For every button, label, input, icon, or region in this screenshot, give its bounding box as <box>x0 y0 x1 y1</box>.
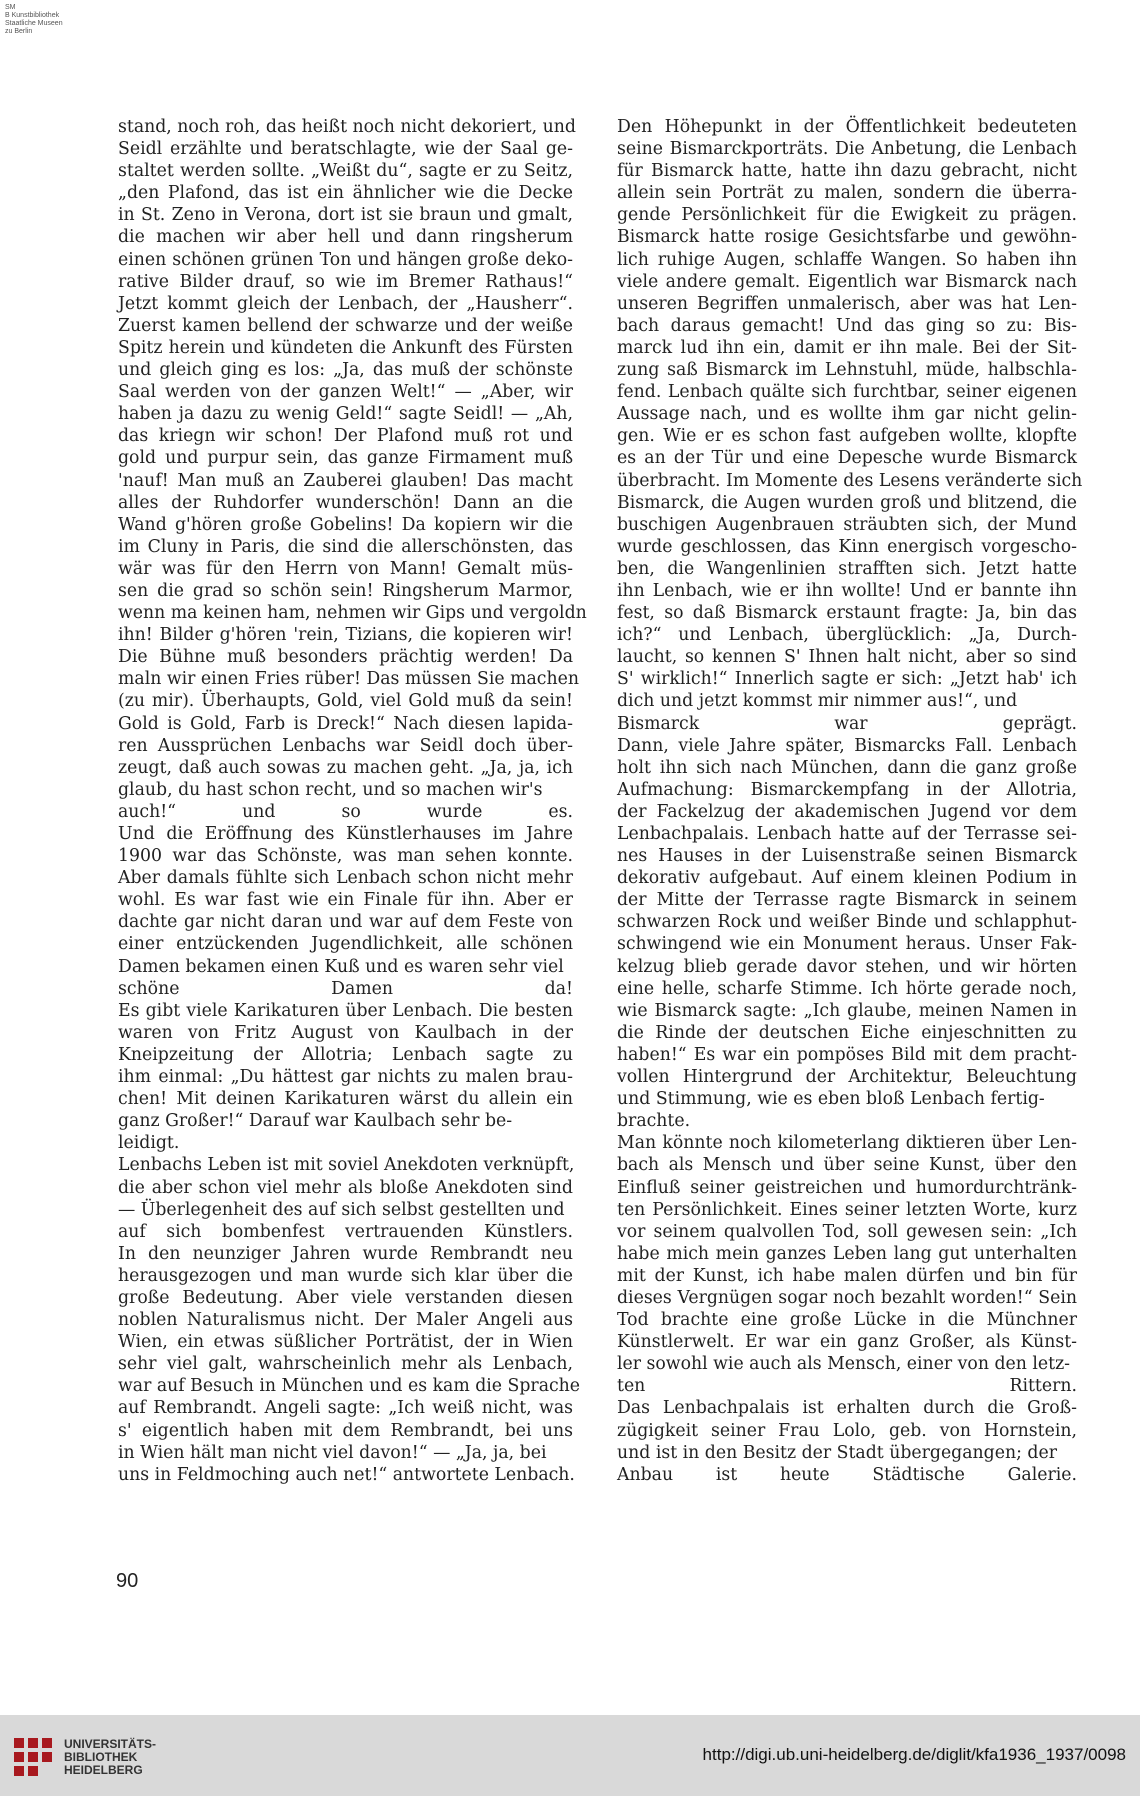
library-stamp <box>5 4 63 36</box>
text-line: und ist in den Besitz der Stadt übergegangen; der <box>617 1442 1057 1463</box>
text-line: Lenbachpalais. Lenbach hatte auf der Terrasse sei- <box>617 824 1077 844</box>
stamp-line: B Kunstbibliothek <box>5 12 60 19</box>
text-line: s' eigentlich haben mit dem Rembrandt, bei uns <box>118 1420 573 1441</box>
text-line: leidigt. <box>118 1133 180 1154</box>
text-line: S' wirklich!“ Innerlich sagte er sich: „Jetzt hab' ich <box>617 669 1077 690</box>
text-line: das kriegn wir schon! Der Plafond muß rot und <box>118 426 573 447</box>
text-line: Anbau ist heute Städtische Galerie. <box>617 1464 1077 1485</box>
text-line: Die Bühne muß besonders prächtig werden! Da <box>118 647 573 668</box>
text-line: brachte. <box>617 1111 691 1132</box>
stamp-line: SM <box>5 4 16 11</box>
text-line: die aber schon viel mehr als bloße Anekdoten sind <box>118 1177 573 1198</box>
text-line: habe mich mein ganzes Leben lang gut unterhalten <box>617 1243 1077 1264</box>
text-line: Künstlerwelt. Er war ein ganz Großer, als Künst- <box>617 1332 1077 1353</box>
text-line: kelzug blieb gerade davor stehen, und wir hörten <box>617 956 1077 977</box>
text-line: dieses Vergnügen sogar noch bezahlt worden!“ Sein <box>617 1287 1077 1308</box>
library-logo-icon <box>14 1738 52 1776</box>
text-line: die Rinde der deutschen Eiche einjeschnitten zu <box>617 1022 1077 1043</box>
text-line: herausgezogen und man wurde sich klar über die <box>118 1265 573 1286</box>
text-line: wurde geschlossen, das Kinn energisch vorgescho- <box>617 536 1077 557</box>
text-line: „den Plafond, das ist ein ähnlicher wie die Decke <box>118 183 573 204</box>
text-line: haben!“ Es war ein pompöses Bild mit dem pracht- <box>617 1044 1077 1065</box>
text-line: staltet werden sollte. „Weißt du“, sagte er zu Seitz, <box>118 161 573 182</box>
text-line: überbracht. Im Momente des Lesens veränderte sich <box>617 470 1083 491</box>
text-line: sehr viel galt, wahrscheinlich mehr als Lenbach, <box>118 1354 573 1375</box>
text-line: marck lud ihn ein, damit er ihn male. Bei der Sit- <box>617 337 1077 358</box>
text-line: schwarzen Rock und weißer Binde und schlapphut- <box>617 912 1077 933</box>
text-line: in Wien hält man nicht viel davon!“ — „Ja, ja, bei <box>118 1442 547 1463</box>
text-line: Damen bekamen einen Kuß und es waren sehr viel <box>118 956 564 977</box>
left-text-column <box>118 116 587 1486</box>
text-line: glaub, du hast schon recht, und so machen wir's <box>118 779 543 800</box>
text-line: gold und purpur sein, das ganze Firmament muß <box>118 448 573 469</box>
text-line: zeugt, daß auch sowas zu machen geht. „Ja, ja, ich <box>118 757 573 778</box>
text-line: mit der Kunst, ich habe malen dürfen und bin für <box>617 1265 1077 1286</box>
text-line: und Stimmung, wie es eben bloß Lenbach fertig- <box>617 1089 1045 1110</box>
text-line: wenn ma keinen ham, nehmen wir Gips und vergoldn <box>118 603 587 624</box>
institution-line: UNIVERSITÄTS- <box>64 1737 157 1751</box>
page-number: 90 <box>116 1570 139 1592</box>
text-line: — Überlegenheit des auf sich selbst gestellten und <box>118 1199 565 1220</box>
text-line: Aussage nach, und es wollte ihm gar nicht gelin- <box>617 404 1077 425</box>
text-line: unseren Begriffen unmalerisch, aber was hat Len- <box>617 293 1077 314</box>
text-line: ten Persönlichkeit. Eines seiner letzten Worte, kurz <box>617 1199 1077 1220</box>
institution-name <box>64 1738 156 1777</box>
text-line: ben, die Wangenlinien strafften sich. Jetzt hatte <box>617 558 1077 579</box>
text-line: und gleich ging es los: „Ja, das muß der schönste <box>118 360 573 381</box>
text-line: Bismarck, die Augen wurden groß und blitzend, die <box>617 492 1077 513</box>
text-line: ren Aussprüchen Lenbachs war Seidl doch über- <box>118 735 573 756</box>
text-line: war auf Besuch in München und es kam die Sprache <box>118 1376 581 1397</box>
text-line: chen! Mit deinen Karikaturen wärst du allein ein <box>118 1089 573 1110</box>
text-line: Einfluß seiner geistreichen und humordurchtränk- <box>617 1177 1077 1198</box>
text-line: lich ruhige Augen, schlaffe Wangen. So haben ihn <box>617 249 1077 270</box>
text-line: Aber damals fühlte sich Lenbach schon nicht mehr <box>118 868 573 889</box>
text-line: für Bismarck hatte, hatte ihn dazu gebracht, nicht <box>617 161 1077 182</box>
text-line: Und die Eröffnung des Künstlerhauses im Jahre <box>118 824 573 844</box>
text-line: gende Persönlichkeit für die Ewigkeit zu prägen. <box>617 205 1077 226</box>
institution-line: HEIDELBERG <box>64 1763 143 1777</box>
text-line: Bismarck hatte rosige Gesichtsfarbe und gewöhn- <box>617 227 1077 248</box>
footer-bar <box>0 1715 1140 1796</box>
stamp-line: Staatliche Museen <box>5 20 63 27</box>
text-line: Kneipzeitung der Allotria; Lenbach sagte zu <box>118 1044 573 1065</box>
text-line: vollen Hintergrund der Architektur, Beleuchtung <box>617 1067 1077 1088</box>
text-line: Wien, ein etwas süßlicher Porträtist, der in Wien <box>118 1332 573 1353</box>
text-line: ler sowohl wie auch als Mensch, einer von den letz- <box>617 1354 1071 1375</box>
text-line: buschigen Augenbrauen sträubten sich, der Mund <box>617 514 1077 535</box>
text-line: schwingend wie ein Monument heraus. Unser Fak- <box>617 934 1077 955</box>
text-line: gen. Wie er es schon fast aufgeben wollte, klopfte <box>617 426 1077 447</box>
text-line: fest, so daß Bismarck erstaunt fragte: Ja, bin das <box>617 603 1077 624</box>
text-line: nes Hauses in der Luisenstraße seinen Bismarck <box>617 846 1077 867</box>
text-line: große Bedeutung. Aber viele verstanden diesen <box>118 1287 573 1308</box>
text-line: Tod brachte eine große Lücke in die Münchner <box>617 1310 1077 1331</box>
text-line: Das Lenbachpalais ist erhalten durch die Groß- <box>617 1398 1077 1419</box>
text-line: schöne Damen da! <box>118 978 573 999</box>
text-line: der Mitte der Terrasse ragte Bismarck in seinem <box>617 890 1077 911</box>
text-line: dachte gar nicht daran und war auf dem Feste von <box>118 912 573 933</box>
text-line: ten Rittern. <box>617 1376 1077 1397</box>
text-line: wär was für den Herrn von Mann! Gemalt müs- <box>118 558 573 579</box>
text-line: bach daraus gemacht! Und das ging so zu: Bis- <box>617 315 1077 336</box>
text-line: fend. Lenbach quälte sich furchtbar, seiner eigenen <box>617 382 1077 403</box>
text-line: auf Rembrandt. Angeli sagte: „Ich weiß nicht, was <box>118 1398 573 1419</box>
right-text-column <box>617 116 1083 1486</box>
text-line: Bismarck war geprägt. <box>617 713 1077 734</box>
text-line: auch!“ und so wurde es. <box>118 801 573 822</box>
text-line: dekorativ aufgebaut. Auf einem kleinen Podium in <box>617 868 1077 889</box>
text-line: alles der Ruhdorfer wunderschön! Dann an die <box>118 492 573 513</box>
text-line: 'nauf! Man muß an Zauberei glauben! Das macht <box>118 470 573 491</box>
text-line: ganz Großer!“ Darauf war Kaulbach sehr be- <box>118 1111 513 1132</box>
text-line: Gold is Gold, Farb is Dreck!“ Nach diesen lapida- <box>118 713 573 734</box>
text-line: holt ihn sich nach München, dann die ganz große <box>617 757 1077 778</box>
text-line: ihn Lenbach, wie er ihn wollte! Und er bannte ihn <box>617 580 1077 601</box>
text-line: der Fackelzug der akademischen Jugend vor dem <box>617 801 1077 822</box>
text-line: seine Bismarckporträts. Die Anbetung, die Lenbach <box>617 139 1077 160</box>
text-line: stand, noch roh, das heißt noch nicht dekoriert, und <box>118 117 576 137</box>
text-line: bach als Mensch und über seine Kunst, über den <box>617 1155 1077 1176</box>
text-line: Zuerst kamen bellend der schwarze und der weiße <box>118 315 573 336</box>
text-line: eine helle, scharfe Stimme. Ich hörte gerade noch, <box>617 978 1077 999</box>
source-url-link[interactable]: http://digi.ub.uni-heidelberg.de/diglit/kfa1936_1937/0098 <box>702 1745 1126 1764</box>
text-line: in St. Zeno in Verona, dort ist sie braun und gmalt, <box>118 205 573 226</box>
text-line: laucht, so kennen S' Ihnen halt nicht, aber so sind <box>617 647 1077 668</box>
text-line: ich?“ und Lenbach, überglücklich: „Ja, Durch- <box>617 625 1077 646</box>
text-line: Den Höhepunkt in der Öffentlichkeit bedeuteten <box>617 117 1077 137</box>
text-line: viele andere gemalt. Eigentlich war Bismarck nach <box>617 271 1077 292</box>
text-line: die machen wir aber hell und dann ringsherum <box>118 227 573 248</box>
text-line: maln wir einen Fries rüber! Das müssen Sie machen <box>118 669 579 690</box>
text-line: rative Bilder drauf, so wie im Bremer Rathaus!“ <box>118 271 573 292</box>
institution-line: BIBLIOTHEK <box>64 1750 138 1764</box>
text-line: zügigkeit seiner Frau Lolo, geb. von Hornstein, <box>617 1420 1077 1441</box>
text-line: waren von Fritz August von Kaulbach in der <box>118 1022 573 1043</box>
text-line: ihm einmal: „Du hättest gar nichts zu malen brau- <box>118 1067 573 1088</box>
text-line: Seidl erzählte und beratschlagte, wie der Saal ge- <box>118 139 573 160</box>
text-line: auf sich bombenfest vertrauenden Künstlers. <box>118 1221 573 1242</box>
text-line: Aufmachung: Bismarckempfang in der Allotria, <box>617 779 1077 800</box>
text-line: wohl. Es war fast wie ein Finale für ihn. Aber er <box>118 890 573 911</box>
text-line: wie Bismarck sagte: „Ich glaube, meinen Namen in <box>617 1000 1077 1021</box>
text-line: (zu mir). Überhaupts, Gold, viel Gold muß da sein! <box>118 691 573 712</box>
text-line: vor seinem qualvollen Tod, soll gewesen sein: „Ich <box>617 1221 1077 1242</box>
text-line: dich und jetzt kommst mir nimmer aus!“, und <box>617 691 1018 712</box>
text-line: Saal werden von der ganzen Welt!“ — „Aber, wir <box>118 382 573 403</box>
text-line: einen schönen grünen Ton und hängen große deko- <box>118 249 573 270</box>
text-line: In den neunziger Jahren wurde Rembrandt neu <box>118 1243 573 1264</box>
text-line: ihn! Bilder g'hören 'rein, Tizians, die kopieren wir! <box>118 625 573 646</box>
text-line: Dann, viele Jahre später, Bismarcks Fall. Lenbach <box>617 735 1077 756</box>
text-line: uns in Feldmoching auch net!“ antwortete Lenbach. <box>118 1464 575 1485</box>
text-line: 1900 war das Schönste, was man sehen konnte. <box>118 846 573 867</box>
text-line: sen die grad so schön sein! Ringsherum Marmor, <box>118 580 573 601</box>
text-line: Spitz herein und kündeten die Ankunft des Fürsten <box>118 337 573 358</box>
text-line: im Cluny in Paris, die sind die allerschönsten, das <box>118 536 573 557</box>
text-line: einer entzückenden Jugendlichkeit, alle schönen <box>118 934 573 955</box>
stamp-line: zu Berlin <box>5 28 33 35</box>
text-line: haben ja dazu zu wenig Geld!“ sagte Seidl! — „Ah, <box>118 404 573 425</box>
text-line: Es gibt viele Karikaturen über Lenbach. Die besten <box>118 1000 573 1021</box>
text-line: es an der Tür und eine Depesche wurde Bismarck <box>617 448 1077 469</box>
text-line: zung saß Bismarck im Lehnstuhl, müde, halbschla- <box>617 360 1077 381</box>
text-line: Man könnte noch kilometerlang diktieren über Len- <box>617 1133 1077 1154</box>
text-line: noblen Naturalismus nicht. Der Maler Angeli aus <box>118 1310 573 1331</box>
text-line: Jetzt kommt gleich der Lenbach, der „Hausherr“. <box>118 293 573 314</box>
text-line: Wand g'hören große Gobelins! Da kopiern wir die <box>118 514 573 535</box>
text-line: Lenbachs Leben ist mit soviel Anekdoten verknüpft, <box>118 1155 575 1176</box>
text-line: allein sein Porträt zu malen, sondern die überra- <box>617 183 1077 204</box>
